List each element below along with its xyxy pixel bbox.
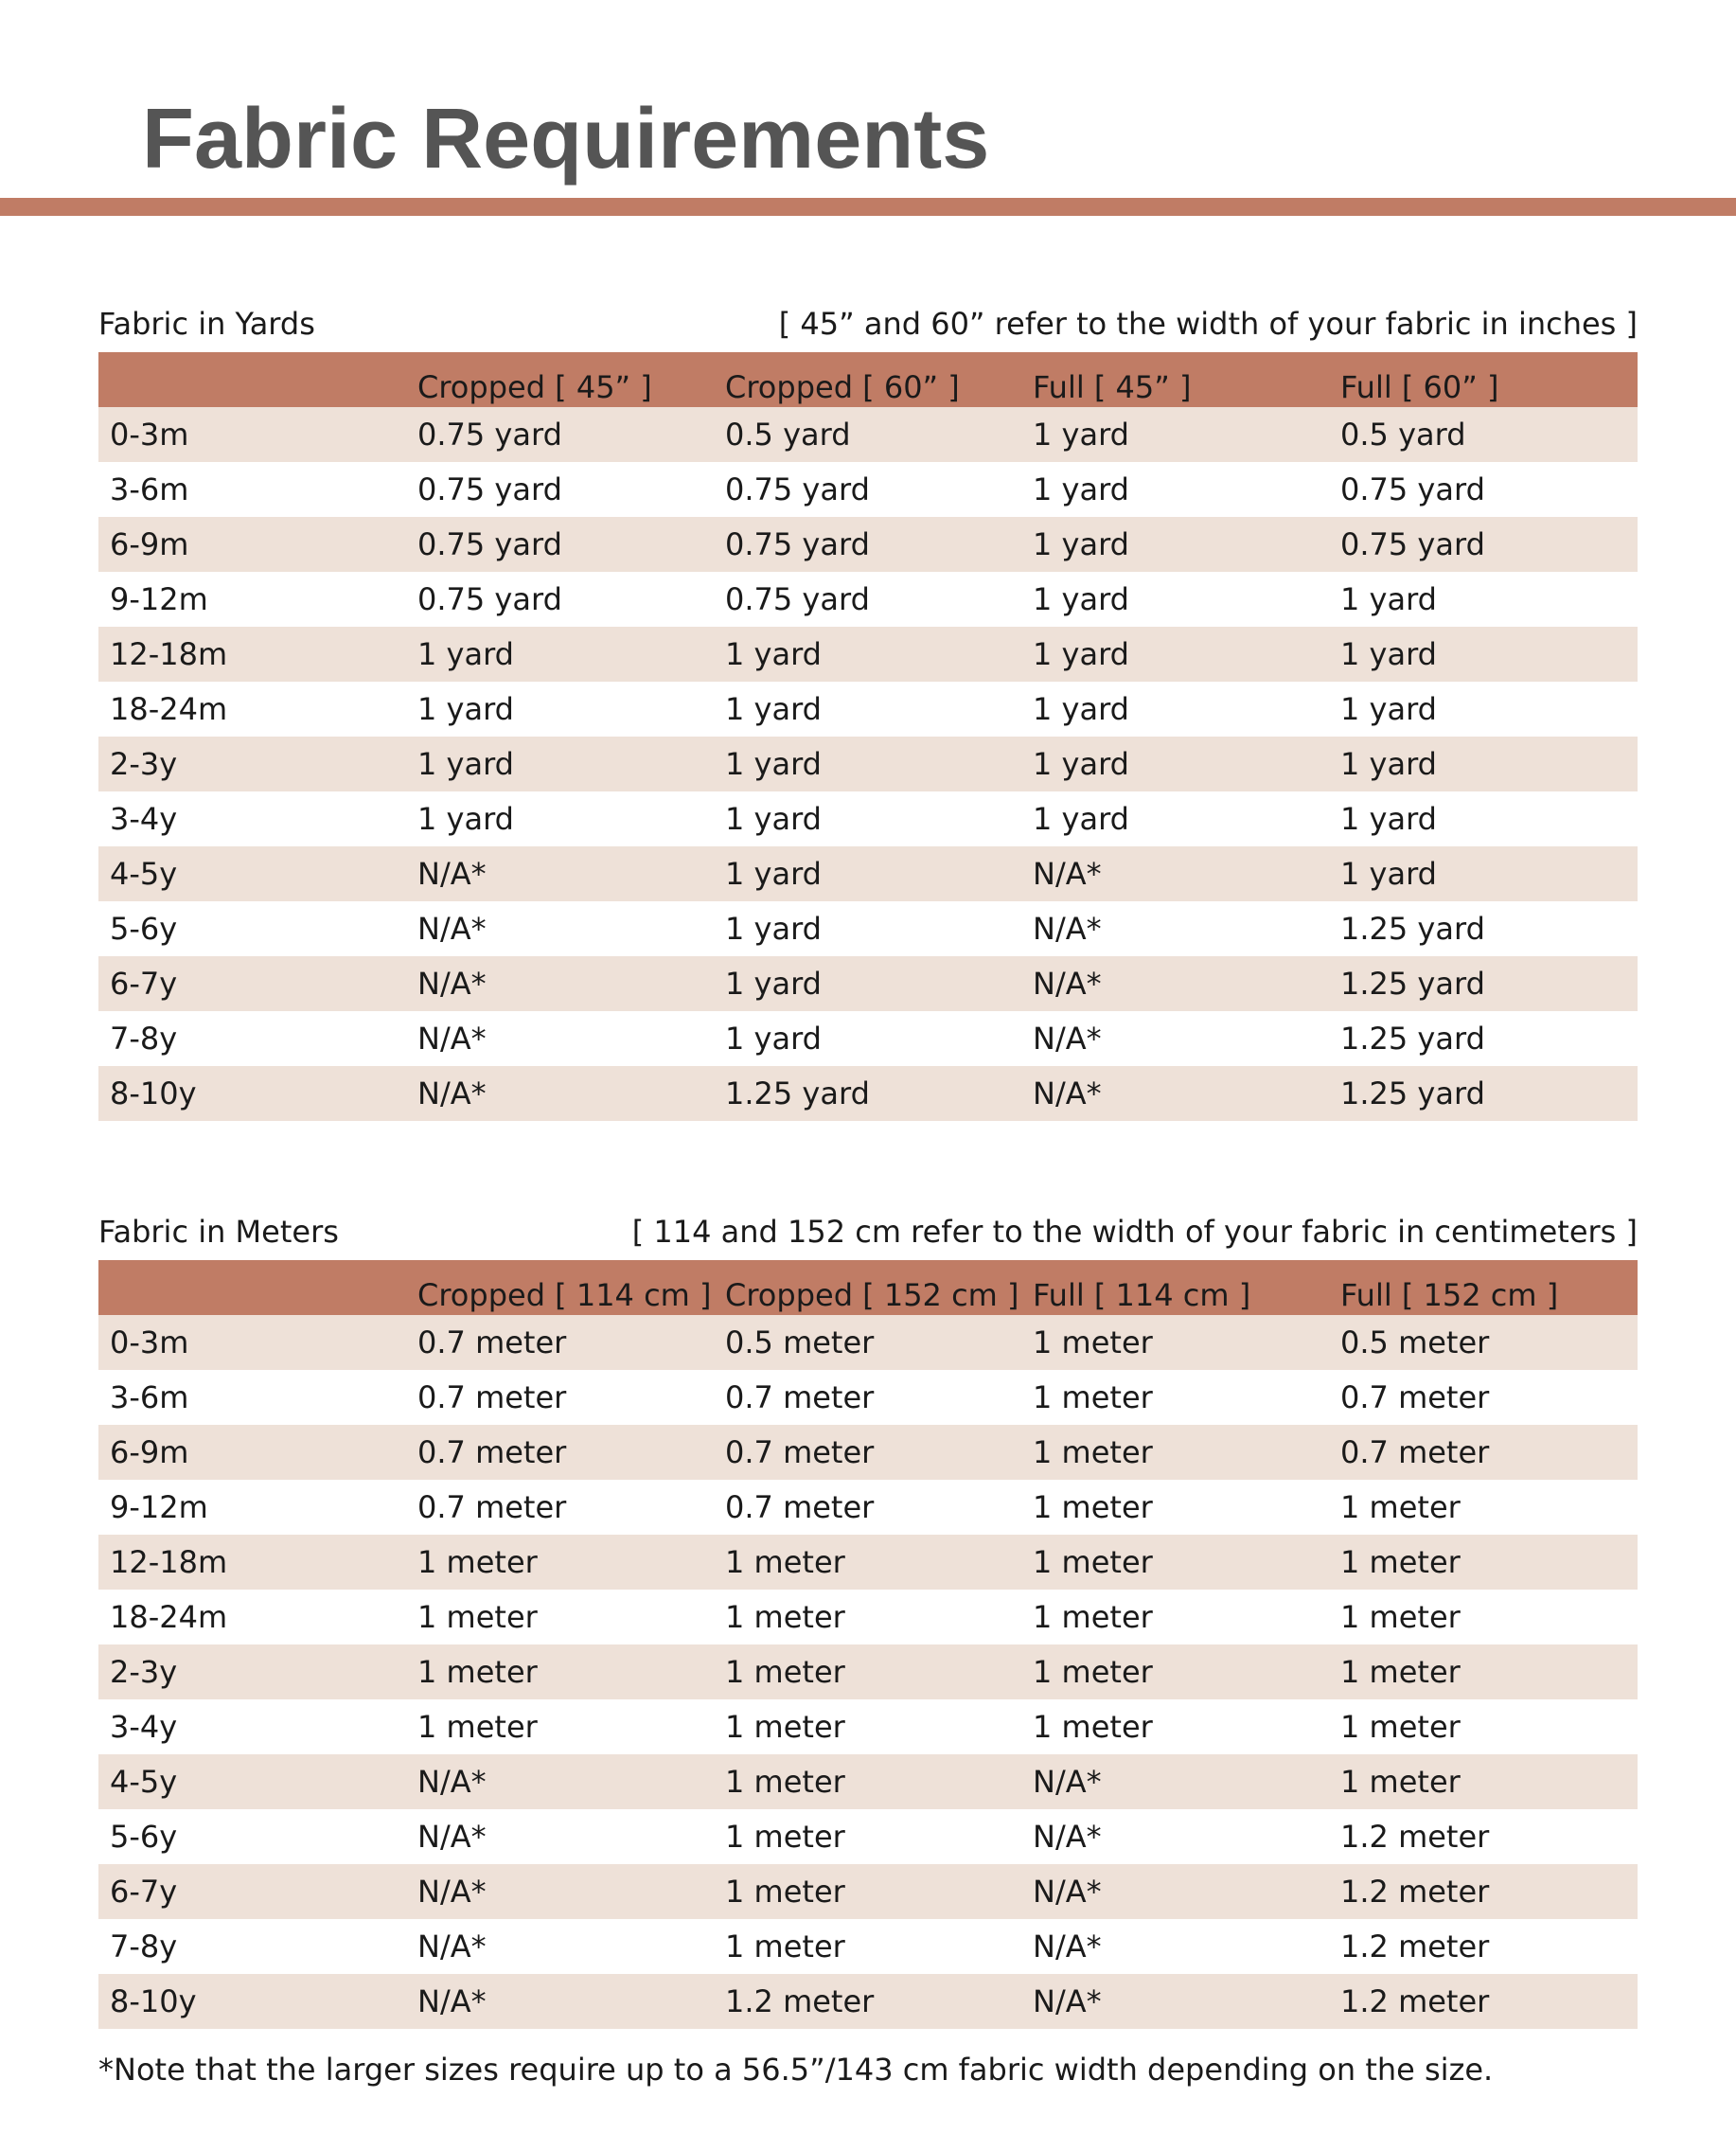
fabric-amount: 0.7 meter [417,1379,567,1415]
table-row [98,1809,1638,1864]
fabric-amount: N/A* [417,1983,487,2019]
size-label: 4-5y [110,856,178,892]
fabric-amount: 1 meter [417,1544,538,1580]
fabric-amount: 1 yard [725,636,822,672]
fabric-amount: 1.2 meter [1340,1983,1490,2019]
fabric-amount: 1 meter [725,1654,845,1690]
table-row [98,462,1638,517]
size-label: 12-18m [110,636,228,672]
fabric-amount: N/A* [1033,856,1102,892]
table-row [98,1370,1638,1425]
footnote: *Note that the larger sizes require up to a 56.5”/143 cm fabric width depending on the size. [98,2052,1494,2088]
fabric-amount: 1.25 yard [1340,966,1485,1002]
fabric-amount: 1 meter [1033,1489,1153,1525]
fabric-amount: N/A* [417,1021,487,1057]
fabric-amount: 1.2 meter [1340,1874,1490,1910]
meters-column-header: Full [ 152 cm ] [1340,1277,1559,1313]
yards-column-header: Full [ 60” ] [1340,369,1499,405]
yards-table [98,352,1638,1121]
fabric-amount: 1 meter [1033,1434,1153,1470]
table-row [98,1919,1638,1974]
meters-column-header: Full [ 114 cm ] [1033,1277,1251,1313]
table-row [98,407,1638,462]
yards-column-header: Cropped [ 60” ] [725,369,960,405]
fabric-amount: 1 meter [1340,1654,1461,1690]
meters-width-note: [ 114 and 152 cm refer to the width of your fabric in centimeters ] [631,1214,1638,1250]
fabric-amount: 1.25 yard [725,1076,870,1111]
size-label: 2-3y [110,1654,178,1690]
table-row [98,1315,1638,1370]
fabric-amount: N/A* [417,1076,487,1111]
size-label: 9-12m [110,581,208,617]
size-label: 3-4y [110,1709,178,1745]
fabric-amount: 0.75 yard [1340,471,1485,507]
size-label: 6-9m [110,1434,189,1470]
fabric-amount: N/A* [1033,966,1102,1002]
size-label: 3-6m [110,471,189,507]
size-label: 8-10y [110,1076,197,1111]
fabric-amount: 1 meter [1033,1324,1153,1360]
fabric-amount: N/A* [1033,1764,1102,1800]
fabric-amount: 1 meter [1033,1709,1153,1745]
fabric-amount: 0.75 yard [417,526,562,562]
table-row [98,901,1638,956]
yards-section-header [98,295,1638,352]
table-row [98,737,1638,791]
fabric-amount: 1 yard [725,966,822,1002]
fabric-amount: 1 yard [725,801,822,837]
table-row [98,1066,1638,1121]
meters-table-body [98,1315,1638,2029]
fabric-amount: 0.7 meter [417,1434,567,1470]
fabric-amount: 1 yard [1340,856,1437,892]
fabric-amount: 1 yard [1340,691,1437,727]
size-label: 12-18m [110,1544,228,1580]
yards-header-row [98,352,1638,407]
yards-header-size [98,352,406,407]
fabric-amount: 0.5 meter [725,1324,875,1360]
meters-section [98,1203,1638,2029]
fabric-amount: 1 yard [1340,636,1437,672]
fabric-amount: 1 meter [725,1599,845,1635]
fabric-amount: 1 meter [725,1764,845,1800]
table-row [98,1535,1638,1590]
yards-column-header: Full [ 45” ] [1033,369,1192,405]
fabric-amount: 1 yard [725,856,822,892]
fabric-amount: 1 meter [1340,1764,1461,1800]
fabric-amount: 1 meter [1340,1709,1461,1745]
table-row [98,1644,1638,1699]
fabric-amount: 1 meter [725,1544,845,1580]
size-label: 0-3m [110,1324,189,1360]
fabric-amount: 1 meter [417,1654,538,1690]
size-label: 18-24m [110,1599,228,1635]
fabric-amount: 1 meter [725,1929,845,1964]
fabric-amount: 1.25 yard [1340,1021,1485,1057]
table-row [98,1864,1638,1919]
meters-column-header: Cropped [ 114 cm ] [417,1277,712,1313]
fabric-amount: 0.7 meter [1340,1434,1490,1470]
fabric-amount: 0.5 yard [725,417,851,453]
fabric-amount: 1 yard [417,746,514,782]
table-row [98,1699,1638,1754]
yards-section [98,295,1638,1121]
meters-section-title: Fabric in Meters [98,1214,339,1250]
fabric-amount: 1 yard [1033,581,1129,617]
fabric-amount: N/A* [417,1929,487,1964]
fabric-amount: 1 yard [1340,801,1437,837]
fabric-amount: N/A* [417,1764,487,1800]
fabric-amount: 0.75 yard [725,471,870,507]
fabric-amount: 1 meter [1340,1599,1461,1635]
table-row [98,956,1638,1011]
fabric-amount: 1 yard [417,801,514,837]
size-label: 3-6m [110,1379,189,1415]
fabric-amount: 1.2 meter [1340,1819,1490,1855]
fabric-amount: 1 yard [417,636,514,672]
fabric-amount: 0.7 meter [725,1379,875,1415]
fabric-amount: N/A* [1033,1983,1102,2019]
fabric-amount: 1 yard [1340,581,1437,617]
fabric-amount: 1 meter [417,1709,538,1745]
fabric-amount: N/A* [1033,1819,1102,1855]
yards-section-title: Fabric in Yards [98,306,315,342]
table-row [98,1480,1638,1535]
size-label: 9-12m [110,1489,208,1525]
title-divider [0,198,1736,216]
fabric-amount: 0.7 meter [417,1324,567,1360]
fabric-amount: 0.75 yard [417,581,562,617]
meters-header-row [98,1260,1638,1315]
fabric-amount: 0.75 yard [725,526,870,562]
fabric-amount: N/A* [1033,1076,1102,1111]
fabric-amount: 1.2 meter [1340,1929,1490,1964]
fabric-amount: 1 meter [725,1819,845,1855]
yards-width-note: [ 45” and 60” refer to the width of your fabric in inches ] [778,306,1638,342]
fabric-amount: 1 yard [1033,746,1129,782]
fabric-amount: 1 yard [725,1021,822,1057]
fabric-amount: 0.5 meter [1340,1324,1490,1360]
fabric-amount: 0.75 yard [1340,526,1485,562]
size-label: 5-6y [110,911,178,947]
fabric-amount: 1 meter [725,1709,845,1745]
size-label: 3-4y [110,801,178,837]
fabric-amount: N/A* [417,1874,487,1910]
fabric-amount: 1 yard [1033,526,1129,562]
page-title: Fabric Requirements [142,92,990,187]
fabric-amount: 0.7 meter [725,1489,875,1525]
meters-column-header: Cropped [ 152 cm ] [725,1277,1019,1313]
fabric-amount: 1 meter [725,1874,845,1910]
fabric-amount: 1 yard [1033,691,1129,727]
meters-table [98,1260,1638,2029]
fabric-amount: 0.7 meter [417,1489,567,1525]
yards-table-body [98,407,1638,1121]
fabric-amount: 0.75 yard [417,471,562,507]
fabric-amount: 1.25 yard [1340,1076,1485,1111]
fabric-amount: 1 meter [1033,1654,1153,1690]
fabric-amount: 1.2 meter [725,1983,875,2019]
table-row [98,627,1638,682]
fabric-amount: 1 meter [1340,1489,1461,1525]
fabric-amount: N/A* [1033,1021,1102,1057]
fabric-amount: 1 yard [1033,471,1129,507]
table-row [98,1754,1638,1809]
fabric-amount: 1 meter [1340,1544,1461,1580]
fabric-amount: 1 yard [417,691,514,727]
fabric-amount: 1 yard [725,691,822,727]
fabric-amount: 1 yard [725,911,822,947]
size-label: 6-7y [110,1874,178,1910]
fabric-amount: 1 yard [1340,746,1437,782]
table-row [98,1011,1638,1066]
fabric-amount: N/A* [1033,1874,1102,1910]
table-row [98,791,1638,846]
fabric-amount: N/A* [417,911,487,947]
size-label: 7-8y [110,1929,178,1964]
fabric-amount: 1 meter [1033,1599,1153,1635]
fabric-amount: 1 meter [1033,1379,1153,1415]
meters-header-size [98,1260,406,1315]
table-row [98,572,1638,627]
size-label: 5-6y [110,1819,178,1855]
table-row [98,1590,1638,1644]
table-row [98,846,1638,901]
size-label: 6-7y [110,966,178,1002]
fabric-amount: 1 yard [1033,417,1129,453]
table-row [98,1425,1638,1480]
fabric-amount: 1 yard [725,746,822,782]
size-label: 8-10y [110,1983,197,2019]
size-label: 2-3y [110,746,178,782]
size-label: 6-9m [110,526,189,562]
fabric-amount: 0.7 meter [1340,1379,1490,1415]
fabric-amount: 0.75 yard [417,417,562,453]
fabric-amount: 0.5 yard [1340,417,1466,453]
size-label: 7-8y [110,1021,178,1057]
fabric-amount: 1 yard [1033,636,1129,672]
table-row [98,517,1638,572]
table-row [98,1974,1638,2029]
fabric-amount: 1 yard [1033,801,1129,837]
fabric-amount: 1 meter [1033,1544,1153,1580]
meters-section-header [98,1203,1638,1260]
table-row [98,682,1638,737]
fabric-amount: 1.25 yard [1340,911,1485,947]
fabric-amount: N/A* [417,1819,487,1855]
size-label: 18-24m [110,691,228,727]
fabric-amount: 0.75 yard [725,581,870,617]
size-label: 0-3m [110,417,189,453]
fabric-amount: 1 meter [417,1599,538,1635]
yards-column-header: Cropped [ 45” ] [417,369,652,405]
size-label: 4-5y [110,1764,178,1800]
fabric-amount: N/A* [1033,1929,1102,1964]
fabric-amount: N/A* [417,966,487,1002]
fabric-amount: N/A* [1033,911,1102,947]
fabric-amount: 0.7 meter [725,1434,875,1470]
fabric-amount: N/A* [417,856,487,892]
